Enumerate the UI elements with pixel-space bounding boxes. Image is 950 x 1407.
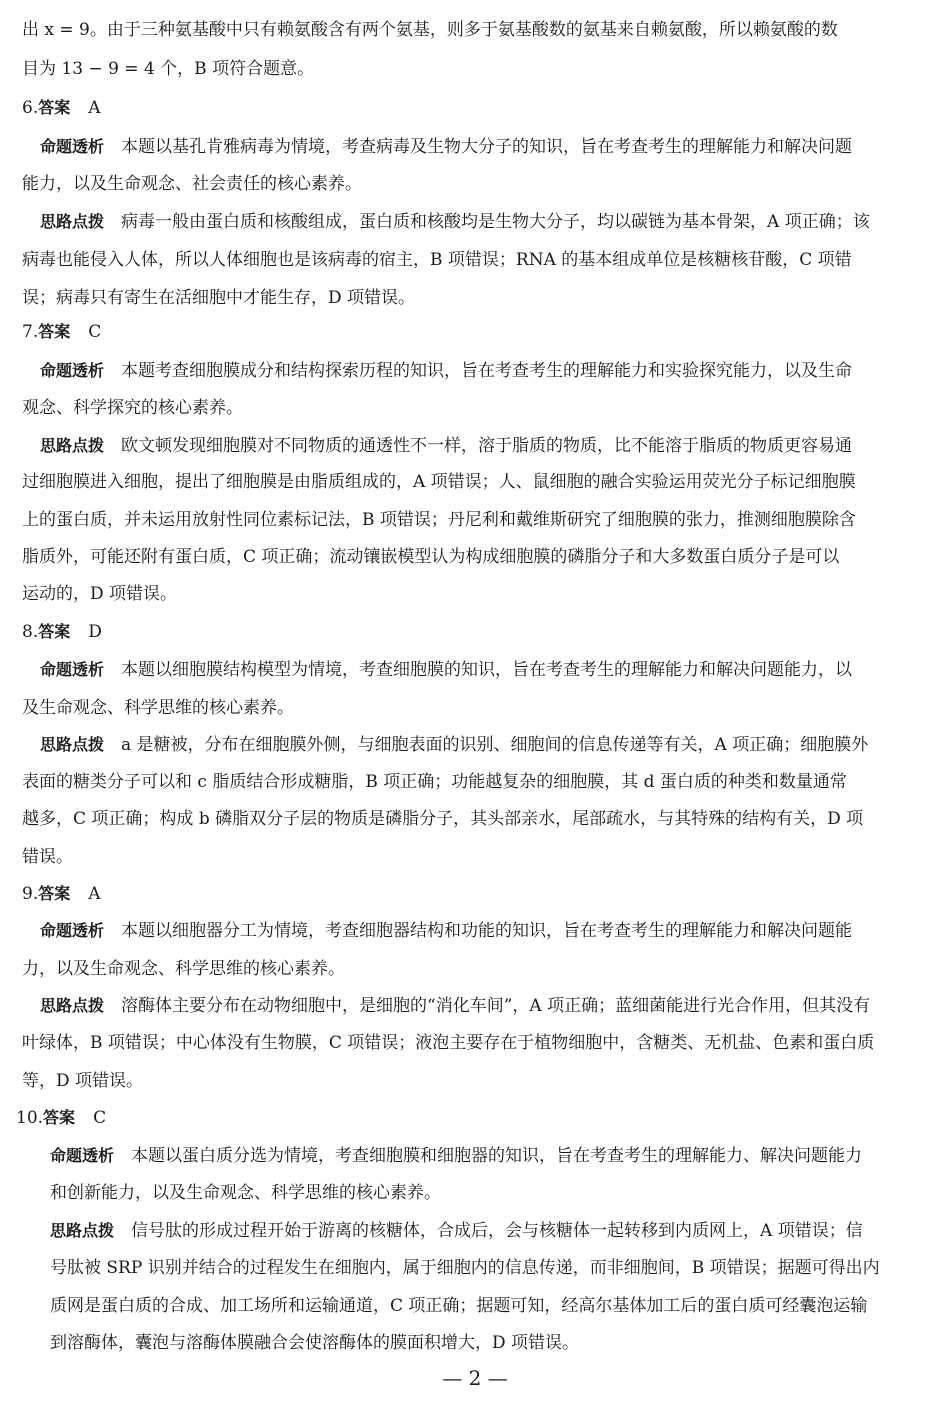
intent-line: 命题透析 本题以基孔肯雅病毒为情境，考查病毒及生物大分子的知识，旨在考查考生的理解能力和解决问题 (40, 137, 853, 157)
question-10-answer (16, 1106, 106, 1130)
answer-label: 答案 (38, 98, 71, 117)
hint-line: 错误。 (22, 847, 73, 867)
hint-line: 思路点拨 病毒一般由蛋白质和核酸组成，蛋白质和核酸均是生物大分子，均以碳链为基本骨架，A 项正确；该 (40, 212, 870, 232)
hint-line: 病毒也能侵入人体，所以人体细胞也是该病毒的宿主，B 项错误；RNA 的基本组成单位是核糖核苷酸，C 项错 (22, 250, 852, 270)
intent-label: 命题透析 (40, 361, 105, 380)
hint-label: 思路点拨 (40, 212, 105, 231)
answer-label: 答案 (43, 1108, 76, 1127)
answer-label: 答案 (38, 322, 71, 341)
page-number: — 2 — (442, 1366, 508, 1390)
answer-value: A (88, 884, 101, 904)
intent-label: 命题透析 (40, 660, 105, 679)
hint-line: 思路点拨 信号肽的形成过程开始于游离的核糖体，合成后，会与核糖体一起转移到内质网上，A 项错误；信 (50, 1221, 863, 1241)
intro-line: 出 x = 9。由于三种氨基酸中只有赖氨酸含有两个氨基，则多于氨基酸数的氨基来自赖氨酸，所以赖氨酸的数 (22, 20, 838, 40)
hint-line: 思路点拨 a 是糖被，分布在细胞膜外侧，与细胞表面的识别、细胞间的信息传递等有关，A 项正确；细胞膜外 (40, 735, 869, 755)
intent-line: 命题透析 本题以蛋白质分选为情境，考查细胞膜和细胞器的知识，旨在考查考生的理解能力、解决问题能力 (50, 1146, 863, 1166)
hint-line: 过细胞膜进入细胞，提出了细胞膜是由脂质组成的，A 项错误；人、鼠细胞的融合实验运用荧光分子标记细胞膜 (22, 472, 856, 492)
question-number: 6. (22, 98, 39, 118)
hint-line: 越多，C 项正确；构成 b 磷脂双分子层的物质是磷脂分子，其头部亲水，尾部疏水，与其特殊的结构有关，D 项 (22, 809, 864, 829)
hint-line: 思路点拨 溶酶体主要分布在动物细胞中，是细胞的“消化车间”，A 项正确；蓝细菌能进行光合作用，但其没有 (40, 996, 871, 1016)
hint-line: 表面的糖类分子可以和 c 脂质结合形成糖脂，B 项正确；功能越复杂的细胞膜，其 d 蛋白质的种类和数量通常 (22, 772, 847, 792)
intent-label: 命题透析 (40, 921, 105, 940)
intent-line: 观念、科学探究的核心素养。 (22, 398, 243, 418)
hint-line: 思路点拨 欧文顿发现细胞膜对不同物质的通透性不一样，溶于脂质的物质，比不能溶于脂质的物质更容易通 (40, 436, 853, 456)
answer-label: 答案 (38, 884, 71, 903)
hint-label: 思路点拨 (40, 436, 105, 455)
hint-line: 上的蛋白质，并未运用放射性同位素标记法，B 项错误；丹尼利和戴维斯研究了细胞膜的张力，推测细胞膜除含 (22, 510, 856, 530)
question-number: 7. (22, 322, 39, 342)
hint-label: 思路点拨 (40, 735, 105, 754)
hint-line: 误；病毒只有寄生在活细胞中才能生存，D 项错误。 (22, 288, 416, 308)
intent-label: 命题透析 (50, 1146, 115, 1165)
intent-line: 及生命观念、科学思维的核心素养。 (22, 698, 294, 718)
hint-line: 质网是蛋白质的合成、加工场所和运输通道，C 项正确；据题可知，经高尔基体加工后的蛋白质可经囊泡运输 (50, 1296, 868, 1316)
intent-line: 命题透析 本题以细胞膜结构模型为情境，考查细胞膜的知识，旨在考查考生的理解能力和解决问题能力，以 (40, 660, 853, 680)
answer-value: C (93, 1108, 107, 1128)
question-number: 10. (16, 1108, 44, 1128)
intent-line: 力，以及生命观念、科学思维的核心素养。 (22, 959, 345, 979)
intent-label: 命题透析 (40, 137, 105, 156)
hint-line: 到溶酶体，囊泡与溶酶体膜融合会使溶酶体的膜面积增大，D 项错误。 (50, 1333, 580, 1353)
question-6-answer (22, 96, 101, 120)
question-number: 8. (22, 622, 39, 642)
intent-line: 和创新能力，以及生命观念、科学思维的核心素养。 (50, 1183, 441, 1203)
hint-line: 运动的，D 项错误。 (22, 584, 178, 604)
hint-line: 号肽被 SRP 识别并结合的过程发生在细胞内，属于细胞内的信息传递，而非细胞间，B 项错误；据题可得出内 (50, 1258, 880, 1278)
intent-line: 命题透析 本题以细胞器分工为情境，考查细胞器结构和功能的知识，旨在考查考生的理解能力和解决问题能 (40, 921, 853, 941)
answer-label: 答案 (38, 622, 71, 641)
question-9-answer (22, 882, 101, 906)
hint-label: 思路点拨 (40, 996, 105, 1015)
intent-line: 命题透析 本题考查细胞膜成分和结构探索历程的知识，旨在考查考生的理解能力和实验探究能力，以及生命 (40, 361, 853, 381)
answer-value: A (88, 98, 101, 118)
question-7-answer (22, 320, 101, 344)
answer-value: C (88, 322, 102, 342)
intent-line: 能力，以及生命观念、社会责任的核心素养。 (22, 174, 362, 194)
hint-label: 思路点拨 (50, 1221, 115, 1240)
question-number: 9. (22, 884, 39, 904)
answer-value: D (88, 622, 102, 642)
hint-line: 等，D 项错误。 (22, 1071, 144, 1091)
question-8-answer (22, 620, 102, 644)
hint-line: 脂质外，可能还附有蛋白质，C 项正确；流动镶嵌模型认为构成细胞膜的磷脂分子和大多数蛋白质分子是可以 (22, 547, 840, 567)
intro-line: 目为 13 − 9 = 4 个，B 项符合题意。 (22, 59, 315, 79)
hint-line: 叶绿体，B 项错误；中心体没有生物膜，C 项错误；液泡主要存在于植物细胞中，含糖类、无机盐、色素和蛋白质 (22, 1033, 875, 1053)
